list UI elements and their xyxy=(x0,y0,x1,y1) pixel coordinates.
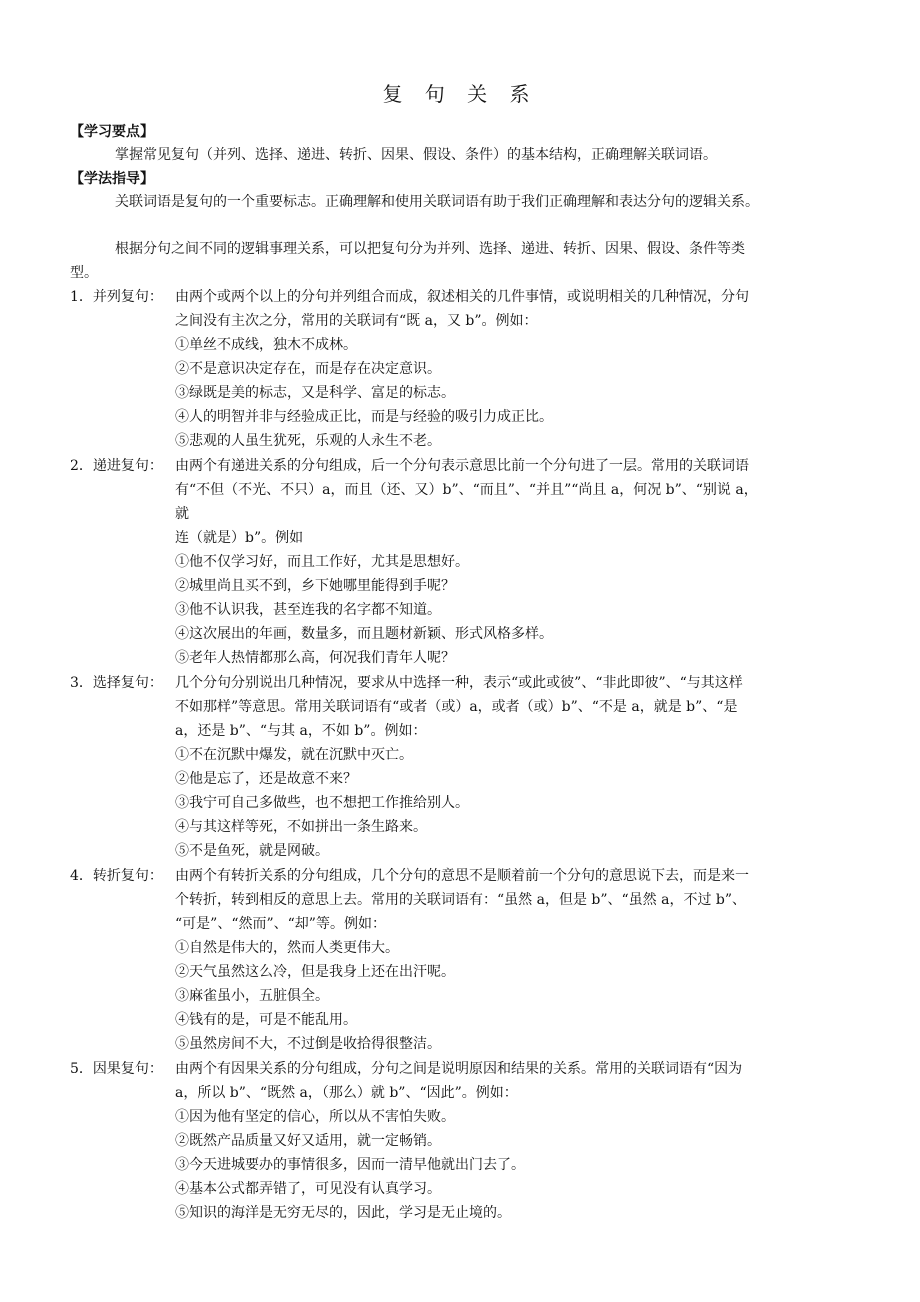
section-2-desc-line: 就 xyxy=(175,506,189,522)
section-1-example: ④人的明智并非与经验成正比，而是与经验的吸引力成正比。 xyxy=(175,409,553,425)
section-4-example: ⑤虽然房间不大，不过倒是收拾得很整洁。 xyxy=(175,1036,441,1052)
section-2-example: ④这次展出的年画，数量多，而且题材新颖、形式风格多样。 xyxy=(175,626,553,642)
section-2-example: ①他不仅学习好，而且工作好，尤其是思想好。 xyxy=(175,554,469,570)
section-3-example: ⑤不是鱼死，就是网破。 xyxy=(175,843,329,859)
section-5-example: ③今天进城要办的事情很多，因而一清早他就出门去了。 xyxy=(175,1157,525,1173)
section-3-example: ①不在沉默中爆发，就在沉默中灭亡。 xyxy=(175,747,413,763)
section-3-desc-line: 几个分句分别说出几种情况，要求从中选择一种，表示“或此或彼”、“非此即彼”、“与其这样 xyxy=(175,675,743,691)
section-5-example: ④基本公式都弄错了，可见没有认真学习。 xyxy=(175,1181,441,1197)
section-3-example: ③我宁可自己多做些，也不想把工作推给别人。 xyxy=(175,795,469,811)
section-3-desc-line: 不如那样”等意思。常用关联词语有“或者（或）a，或者（或）b”、“不是 a，就是 b”、“是 xyxy=(175,699,738,715)
section-4-example: ①自然是伟大的，然而人类更伟大。 xyxy=(175,940,399,956)
section-5-label: 5．因果复句： xyxy=(70,1061,163,1077)
section-1-desc-line: 之间没有主次之分，常用的关联词有“既 a，又 b”。例如： xyxy=(175,313,538,329)
section-1-label: 1．并列复句： xyxy=(70,289,163,305)
section-4-label: 4．转折复句： xyxy=(70,868,163,884)
section-2-desc-line: 有“不但（不光、不只）a，而且（还、又）b”、“而且”、“并且”“尚且 a，何况 b”、“别说 a， xyxy=(175,482,758,498)
study-points-text: 掌握常见复句（并列、选择、递进、转折、因果、假设、条件）的基本结构，正确理解关联词语。 xyxy=(115,147,717,163)
section-3-example: ②他是忘了，还是故意不来？ xyxy=(175,771,357,787)
section-2-label: 2．递进复句： xyxy=(70,458,163,474)
study-points-heading: 【学习要点】 xyxy=(70,124,154,140)
section-2-example: ②城里尚且买不到，乡下她哪里能得到手呢？ xyxy=(175,578,455,594)
method-guide-paragraph-1: 关联词语是复句的一个重要标志。正确理解和使用关联词语有助于我们正确理解和表达分句的逻辑关系。 xyxy=(115,194,759,210)
method-guide-paragraph-2-line-2: 型。 xyxy=(70,265,98,281)
section-5-example: ②既然产品质量又好又适用，就一定畅销。 xyxy=(175,1133,441,1149)
method-guide-heading: 【学法指导】 xyxy=(70,171,154,187)
section-3-desc-line: a，还是 b”、“与其 a，不如 b”。例如： xyxy=(175,723,427,739)
section-2-example: ③他不认识我，甚至连我的名字都不知道。 xyxy=(175,602,441,618)
section-3-label: 3．选择复句： xyxy=(70,675,163,691)
section-4-desc-line: 由两个有转折关系的分句组成，几个分句的意思不是顺着前一个分句的意思说下去，而是来一 xyxy=(175,868,749,884)
section-1-example: ③绿既是美的标志，又是科学、富足的标志。 xyxy=(175,385,455,401)
section-5-example: ⑤知识的海洋是无穷无尽的，因此，学习是无止境的。 xyxy=(175,1205,511,1221)
page-title: 复 句 关 系 xyxy=(382,82,538,106)
section-1-example: ⑤悲观的人虽生犹死，乐观的人永生不老。 xyxy=(175,433,441,449)
section-1-example: ①单丝不成线，独木不成林。 xyxy=(175,337,357,353)
section-4-example: ④钱有的是，可是不能乱用。 xyxy=(175,1012,357,1028)
section-1-example: ②不是意识决定存在，而是存在决定意识。 xyxy=(175,361,441,377)
section-3-example: ④与其这样等死，不如拼出一条生路来。 xyxy=(175,819,427,835)
method-guide-paragraph-2-line-1: 根据分句之间不同的逻辑事理关系，可以把复句分为并列、选择、递进、转折、因果、假设、条件等类 xyxy=(115,241,745,257)
section-4-desc-line: 个转折，转到相反的意思上去。常用的关联词语有：“虽然 a，但是 b”、“虽然 a，不过 b”、 xyxy=(175,892,747,908)
section-1-desc-line: 由两个或两个以上的分句并列组合而成，叙述相关的几件事情，或说明相关的几种情况，分句 xyxy=(175,289,749,305)
section-5-desc-line: 由两个有因果关系的分句组成，分句之间是说明原因和结果的关系。常用的关联词语有“因为 xyxy=(175,1061,743,1077)
section-2-desc-line: 连（就是）b”。例如 xyxy=(175,530,304,546)
section-2-example: ⑤老年人热情都那么高，何况我们青年人呢？ xyxy=(175,650,455,666)
section-5-example: ①因为他有坚定的信心，所以从不害怕失败。 xyxy=(175,1109,455,1125)
section-5-desc-line: a，所以 b”、“既然 a，（那么）就 b”、“因此”。例如： xyxy=(175,1085,518,1101)
section-4-desc-line: “可是”、“然而”、“却”等。例如： xyxy=(175,916,386,932)
section-4-example: ③麻雀虽小，五脏俱全。 xyxy=(175,988,329,1004)
section-4-example: ②天气虽然这么冷，但是我身上还在出汗呢。 xyxy=(175,964,455,980)
section-2-desc-line: 由两个有递进关系的分句组成，后一个分句表示意思比前一个分句进了一层。常用的关联词语 xyxy=(175,458,749,474)
